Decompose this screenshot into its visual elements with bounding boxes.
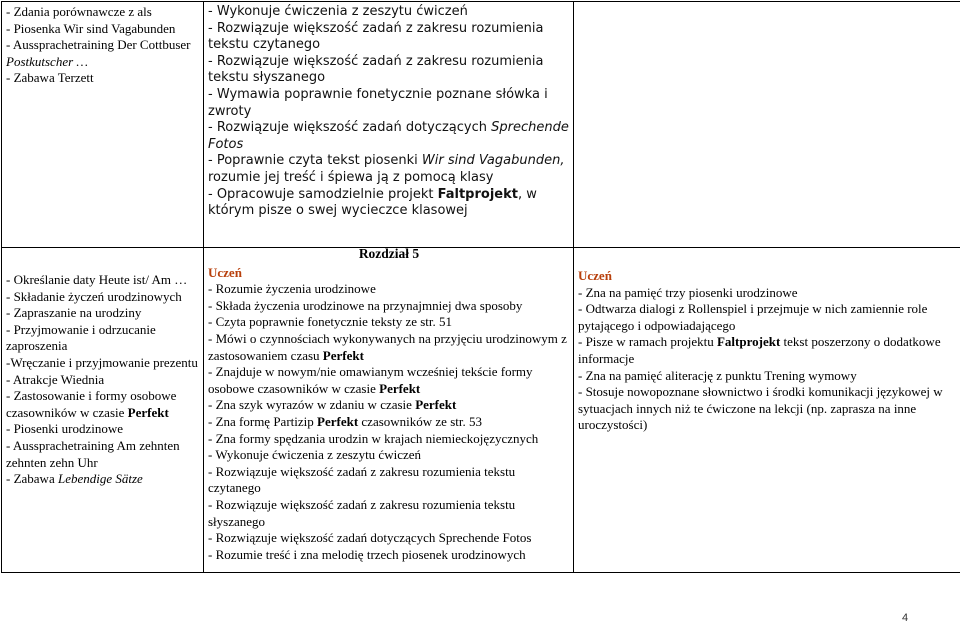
student-heading: Uczeń [578,268,612,283]
list-item: - Aussprachetraining Der Cottbuser Postkutscher … [6,37,191,69]
page-number: 4 [902,612,909,624]
list-item: - Piosenki urodzinowe [6,421,123,437]
chapter-heading: Rozdział 5 [358,247,420,261]
list-item: - Wymawia poprawnie fonetycznie poznane słówka i zwroty [208,86,548,119]
list-item: - Przyjmowanie i odrzucanie zaproszenia [6,321,156,354]
list-item: - Znajduje w nowym/nie omawianym wcześniej tekście formy osobowe czasowników w czasie Perfekt [208,364,533,396]
list-item: - Zna formy spędzania urodzin w krajach niemieckojęzycznych [208,430,539,446]
list-item: - Rozwiązuje większość zadań z zakresu rozumienia tekstu słyszanego [208,53,544,86]
list-item: - Odtwarza dialogi z Rollenspiel i przejmuje w nich zamiennie role pytającego i odpowiadającego [578,301,928,333]
list-item: - Zna na pamięć aliterację z punktu Trening wymowy [578,367,857,383]
list-item: - Rozumie treść i zna melodię trzech piosenek urodzinowych [208,546,526,562]
list-item: - Mówi o czynnościach wykonywanych na przyjęciu urodzinowym z zastosowaniem czasu Perfekt [208,330,567,363]
list-item: - Opracowuje samodzielnie projekt Faltprojekt, w którym pisze o swej wycieczce klasowej [208,186,537,219]
curriculum-table [1,1,960,573]
list-item: - Rozwiązuje większość zadań dotyczących Sprechende Fotos [208,530,532,546]
list-item: - Zna formę Partizip Perfekt czasowników ze str. 53 [208,413,482,429]
list-item: - Składanie życzeń urodzinowych [6,288,182,304]
list-item: - Zabawa Lebendige Sätze [6,471,143,487]
list-item: - Rozwiązuje większość zadań z zakresu rozumienia tekstu czytanego [208,463,516,496]
extended-requirements-cell [574,248,960,573]
list-item: - Zdania porównawcze z als [6,4,152,19]
list-item: - Wykonuje ćwiczenia z zeszytu ćwiczeń [208,4,468,19]
basic-requirements-cell [204,248,574,573]
list-item: - Stosuje nowopoznane słownictwo i środki komunikacji językowej w sytuacjach innych niż te ćwiczone na lekcji (np. zaprasza na inne uroczystości) [578,384,943,433]
list-item: - Pisze w ramach projektu Faltprojekt tekst poszerzony o dodatkowe informacje [578,334,941,366]
list-item: - Rozwiązuje większość zadań z zakresu rozumienia tekstu czytanego [208,20,544,53]
requirements-cell [204,2,574,248]
list-item: - Piosenka Wir sind Vagabunden [6,20,176,36]
list-item: - Zastosowanie i formy osobowe czasowników w czasie Perfekt [6,388,177,420]
list-item: - Określanie daty Heute ist/ Am … [6,272,188,287]
list-item: - Atrakcje Wiednia [6,371,105,387]
list-item: - Wykonuje ćwiczenia z zeszytu ćwiczeń [208,447,422,463]
table-row [2,248,960,573]
topics-cell [2,248,204,573]
student-heading: Uczeń [208,264,242,280]
list-item: - Zabawa Terzett [6,70,94,86]
list-item: - Rozwiązuje większość zadań dotyczących Sprechende Fotos [208,120,569,152]
list-item: - Poprawnie czyta tekst piosenki Wir sind Vagabunden, rozumie jej treść i śpiewa ją z pomocą klasy [208,153,565,185]
topics-cell [2,2,204,248]
list-item: - Rozwiązuje większość zadań z zakresu rozumienia tekstu słyszanego [208,496,516,529]
list-item: - Aussprachetraining Am zehnten zehnten zehn Uhr [6,437,180,470]
list-item: - Zna na pamięć trzy piosenki urodzinowe [578,284,798,300]
list-item: - Czyta poprawnie fonetycznie teksty ze str. 51 [208,314,453,330]
list-item: - Składa życzenia urodzinowe na przynajmniej dwa sposoby [208,297,523,313]
list-item: - Zapraszanie na urodziny [6,305,142,321]
list-item: - Rozumie życzenia urodzinowe [208,281,376,297]
list-item: -Wręczanie i przyjmowanie prezentu [6,354,198,370]
empty-cell [574,2,960,248]
table-row [2,2,960,248]
list-item: - Zna szyk wyrazów w zdaniu w czasie Perfekt [208,397,457,413]
